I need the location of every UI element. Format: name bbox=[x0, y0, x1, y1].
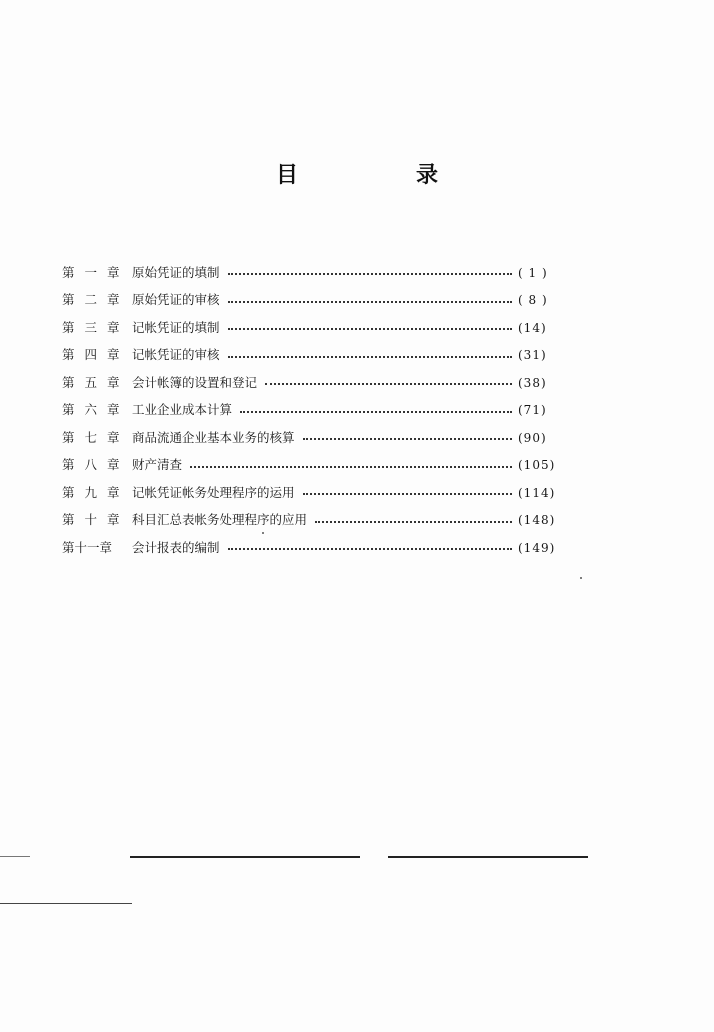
toc-leader-dots bbox=[228, 273, 512, 275]
toc-chapter-number: 第 二 章 bbox=[62, 292, 123, 307]
toc-page-number: (90) bbox=[518, 430, 547, 445]
toc-page-number: (38) bbox=[518, 375, 547, 390]
toc-chapter-title: 科目汇总表帐务处理程序的应用 bbox=[132, 512, 308, 527]
toc-chapter-number: 第 七 章 bbox=[62, 429, 123, 445]
scan-speck bbox=[262, 532, 264, 534]
toc-page-number: (105) bbox=[518, 458, 556, 473]
toc-chapter-number: 第 三 章 bbox=[62, 319, 123, 335]
scan-rule-line bbox=[0, 903, 132, 904]
toc-entry bbox=[62, 314, 562, 342]
toc-chapter-number: 第 九 章 bbox=[62, 484, 123, 500]
toc-entry bbox=[62, 342, 562, 370]
toc-chapter-title: 工业企业成本计算 bbox=[132, 402, 233, 417]
toc-chapter-number: 第 八 章 bbox=[62, 457, 123, 472]
toc-entry bbox=[62, 369, 562, 397]
toc-entry bbox=[62, 397, 562, 425]
toc-page-number: ( 1 ) bbox=[518, 265, 548, 280]
toc-entry bbox=[62, 452, 562, 480]
toc-leader-dots bbox=[228, 328, 512, 330]
toc-page-number: (149) bbox=[518, 540, 556, 555]
toc-chapter-title: 记帐凭证的审核 bbox=[132, 347, 220, 362]
toc-entry bbox=[62, 259, 562, 287]
toc-chapter-number: 第 五 章 bbox=[62, 374, 123, 390]
toc-page-number: (114) bbox=[518, 485, 556, 500]
toc-chapter-number: 第 四 章 bbox=[62, 347, 123, 362]
toc-chapter-title: 会计报表的编制 bbox=[132, 539, 220, 555]
toc-leader-dots bbox=[303, 493, 512, 495]
toc-chapter-title: 会计帐簿的设置和登记 bbox=[132, 374, 258, 390]
toc-page-number: (71) bbox=[518, 403, 547, 418]
toc-chapter-number: 第 一 章 bbox=[62, 264, 123, 280]
toc-entry bbox=[62, 534, 562, 562]
toc-page-number: ( 8 ) bbox=[518, 293, 548, 308]
toc-leader-dots bbox=[190, 466, 512, 468]
toc-leader-dots bbox=[228, 356, 512, 358]
toc-leader-dots bbox=[265, 383, 512, 385]
toc-chapter-title: 财产清查 bbox=[132, 457, 183, 472]
toc-chapter-title: 原始凭证的审核 bbox=[132, 292, 220, 307]
scan-speck bbox=[580, 577, 582, 579]
toc-leader-dots bbox=[228, 301, 512, 303]
toc-leader-dots bbox=[315, 521, 512, 523]
toc-leader-dots bbox=[228, 548, 512, 550]
toc-entry bbox=[62, 507, 562, 535]
toc-chapter-number: 第 十 章 bbox=[62, 512, 123, 527]
table-of-contents bbox=[62, 259, 562, 562]
toc-entry bbox=[62, 479, 562, 507]
toc-entry bbox=[62, 424, 562, 452]
toc-chapter-title: 商品流通企业基本业务的核算 bbox=[132, 429, 295, 445]
scan-rule-line bbox=[130, 856, 360, 858]
toc-leader-dots bbox=[303, 438, 512, 440]
toc-chapter-title: 记帐凭证的填制 bbox=[132, 319, 220, 335]
toc-entry bbox=[62, 287, 562, 315]
toc-page-number: (148) bbox=[518, 513, 556, 528]
toc-leader-dots bbox=[240, 411, 512, 413]
scan-rule-line bbox=[388, 856, 588, 858]
toc-page-number: (14) bbox=[518, 320, 547, 335]
toc-chapter-title: 原始凭证的填制 bbox=[132, 264, 220, 280]
toc-chapter-title: 记帐凭证帐务处理程序的运用 bbox=[132, 484, 295, 500]
toc-chapter-number: 第 六 章 bbox=[62, 402, 123, 417]
scan-rule-line bbox=[0, 856, 30, 857]
toc-page-number: (31) bbox=[518, 348, 547, 363]
page-title: 目 录 bbox=[275, 162, 486, 188]
toc-chapter-number: 第十一章 bbox=[62, 539, 113, 555]
